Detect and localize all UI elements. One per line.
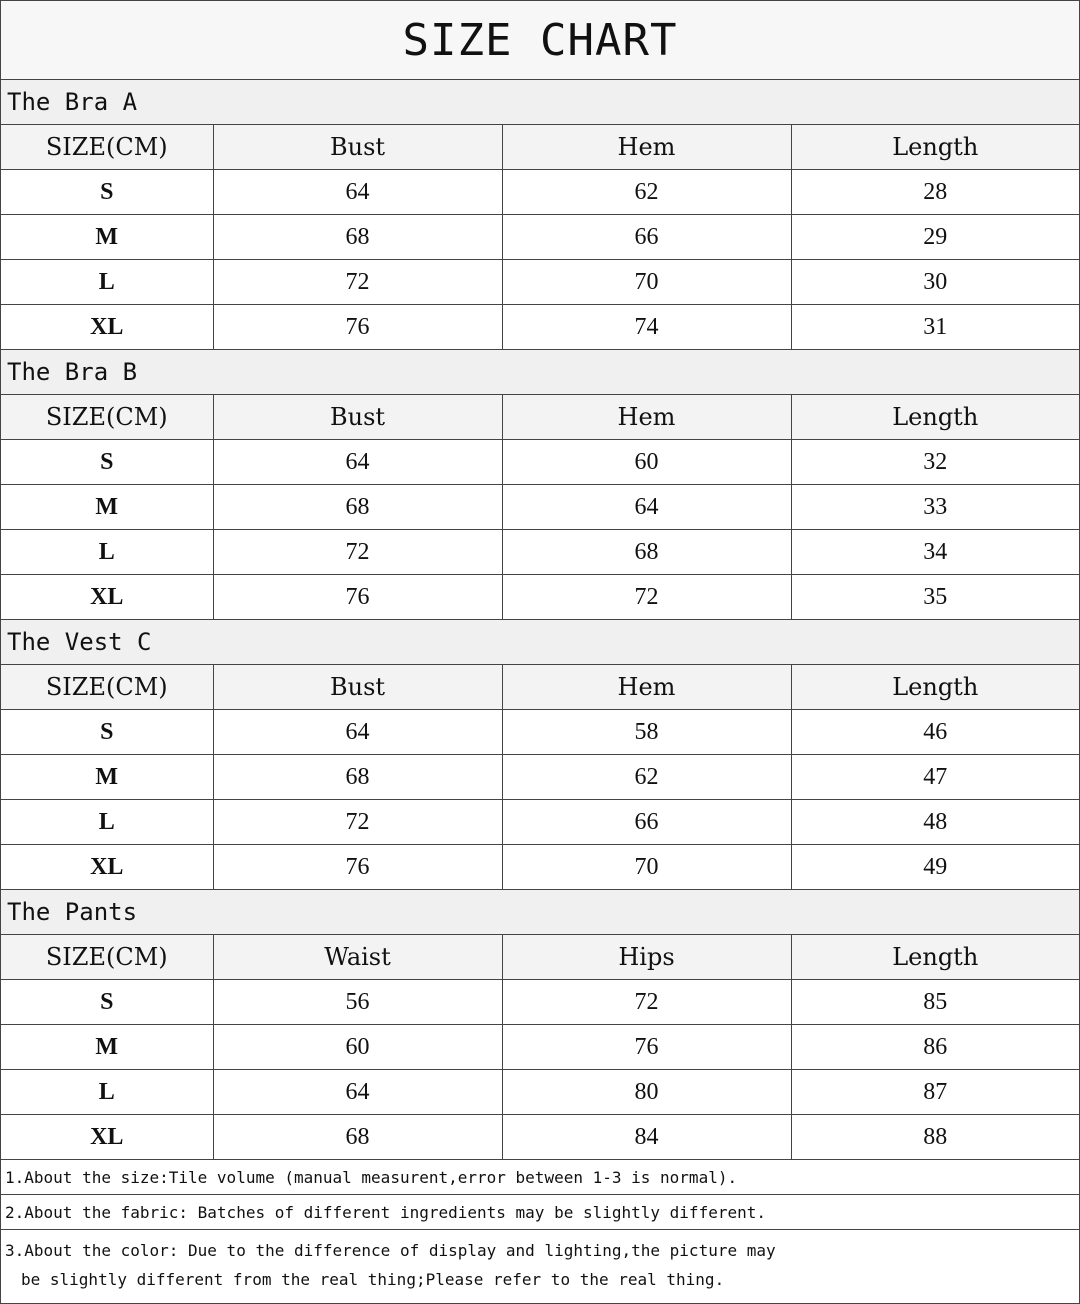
- table-row: [1, 440, 1079, 485]
- page-title: SIZE CHART: [402, 14, 678, 66]
- size-cell: M: [1, 1025, 213, 1070]
- size-cell: L: [1, 800, 213, 845]
- size-table: [1, 665, 1079, 890]
- value-cell: 72: [213, 800, 502, 845]
- table-row: [1, 530, 1079, 575]
- value-cell: 31: [791, 305, 1079, 350]
- column-header: SIZE(CM): [1, 665, 213, 710]
- table-row: [1, 170, 1079, 215]
- value-cell: 35: [791, 575, 1079, 620]
- note-size: 1.About the size:Tile volume (manual measurent,error between 1-3 is normal).: [1, 1160, 1079, 1195]
- column-header: Length: [791, 665, 1079, 710]
- table-header-row: [1, 395, 1079, 440]
- value-cell: 68: [213, 1115, 502, 1160]
- table-header-row: [1, 665, 1079, 710]
- value-cell: 72: [502, 980, 791, 1025]
- table-row: [1, 575, 1079, 620]
- table-row: [1, 800, 1079, 845]
- size-cell: M: [1, 755, 213, 800]
- value-cell: 29: [791, 215, 1079, 260]
- value-cell: 88: [791, 1115, 1079, 1160]
- column-header: Waist: [213, 935, 502, 980]
- column-header: Bust: [213, 125, 502, 170]
- section-bra-b: [1, 350, 1079, 620]
- size-cell: XL: [1, 305, 213, 350]
- column-header: SIZE(CM): [1, 395, 213, 440]
- section-vest-c: [1, 620, 1079, 890]
- note-color-line-2: be slightly different from the real thing;Please refer to the real thing.: [21, 1270, 725, 1289]
- table-row: [1, 215, 1079, 260]
- size-cell: XL: [1, 1115, 213, 1160]
- value-cell: 34: [791, 530, 1079, 575]
- column-header: SIZE(CM): [1, 935, 213, 980]
- size-cell: S: [1, 980, 213, 1025]
- column-header: Bust: [213, 395, 502, 440]
- value-cell: 49: [791, 845, 1079, 890]
- value-cell: 87: [791, 1070, 1079, 1115]
- section-pants: [1, 890, 1079, 1160]
- table-row: [1, 1115, 1079, 1160]
- size-cell: L: [1, 1070, 213, 1115]
- section-title: The Bra A: [1, 80, 1079, 125]
- value-cell: 47: [791, 755, 1079, 800]
- notes: [1, 1160, 1079, 1296]
- value-cell: 70: [502, 845, 791, 890]
- value-cell: 72: [213, 530, 502, 575]
- size-cell: XL: [1, 575, 213, 620]
- size-cell: M: [1, 485, 213, 530]
- column-header: Length: [791, 935, 1079, 980]
- value-cell: 64: [213, 1070, 502, 1115]
- note-fabric: 2.About the fabric: Batches of different ingredients may be slightly different.: [1, 1195, 1079, 1230]
- column-header: Hem: [502, 125, 791, 170]
- column-header: Bust: [213, 665, 502, 710]
- value-cell: 32: [791, 440, 1079, 485]
- size-cell: S: [1, 170, 213, 215]
- value-cell: 64: [502, 485, 791, 530]
- size-cell: S: [1, 710, 213, 755]
- table-row: [1, 485, 1079, 530]
- value-cell: 76: [502, 1025, 791, 1070]
- column-header: Hips: [502, 935, 791, 980]
- table-row: [1, 1070, 1079, 1115]
- value-cell: 62: [502, 755, 791, 800]
- value-cell: 56: [213, 980, 502, 1025]
- value-cell: 76: [213, 575, 502, 620]
- column-header: Hem: [502, 395, 791, 440]
- table-row: [1, 260, 1079, 305]
- size-table: [1, 935, 1079, 1160]
- value-cell: 68: [213, 755, 502, 800]
- section-title: The Vest C: [1, 620, 1079, 665]
- note-color-line-1: 3.About the color: Due to the difference of display and lighting,the picture may: [5, 1241, 776, 1260]
- section-title: The Bra B: [1, 350, 1079, 395]
- value-cell: 68: [502, 530, 791, 575]
- value-cell: 85: [791, 980, 1079, 1025]
- value-cell: 28: [791, 170, 1079, 215]
- value-cell: 60: [213, 1025, 502, 1070]
- note-color: [1, 1230, 1079, 1296]
- value-cell: 86: [791, 1025, 1079, 1070]
- table-row: [1, 305, 1079, 350]
- size-cell: S: [1, 440, 213, 485]
- value-cell: 33: [791, 485, 1079, 530]
- column-header: Hem: [502, 665, 791, 710]
- size-cell: L: [1, 530, 213, 575]
- value-cell: 74: [502, 305, 791, 350]
- value-cell: 64: [213, 170, 502, 215]
- size-table: [1, 125, 1079, 350]
- value-cell: 70: [502, 260, 791, 305]
- value-cell: 58: [502, 710, 791, 755]
- table-row: [1, 1025, 1079, 1070]
- value-cell: 46: [791, 710, 1079, 755]
- title-bar: [1, 1, 1079, 80]
- table-header-row: [1, 125, 1079, 170]
- value-cell: 72: [213, 260, 502, 305]
- value-cell: 84: [502, 1115, 791, 1160]
- value-cell: 68: [213, 215, 502, 260]
- value-cell: 64: [213, 440, 502, 485]
- value-cell: 48: [791, 800, 1079, 845]
- size-table: [1, 395, 1079, 620]
- table-row: [1, 710, 1079, 755]
- column-header: Length: [791, 395, 1079, 440]
- table-header-row: [1, 935, 1079, 980]
- column-header: SIZE(CM): [1, 125, 213, 170]
- column-header: Length: [791, 125, 1079, 170]
- size-cell: L: [1, 260, 213, 305]
- size-cell: M: [1, 215, 213, 260]
- value-cell: 76: [213, 305, 502, 350]
- table-row: [1, 845, 1079, 890]
- value-cell: 68: [213, 485, 502, 530]
- value-cell: 64: [213, 710, 502, 755]
- value-cell: 30: [791, 260, 1079, 305]
- table-row: [1, 755, 1079, 800]
- value-cell: 76: [213, 845, 502, 890]
- value-cell: 66: [502, 800, 791, 845]
- value-cell: 66: [502, 215, 791, 260]
- table-row: [1, 980, 1079, 1025]
- value-cell: 72: [502, 575, 791, 620]
- value-cell: 62: [502, 170, 791, 215]
- section-title: The Pants: [1, 890, 1079, 935]
- value-cell: 80: [502, 1070, 791, 1115]
- value-cell: 60: [502, 440, 791, 485]
- section-bra-a: [1, 80, 1079, 350]
- size-cell: XL: [1, 845, 213, 890]
